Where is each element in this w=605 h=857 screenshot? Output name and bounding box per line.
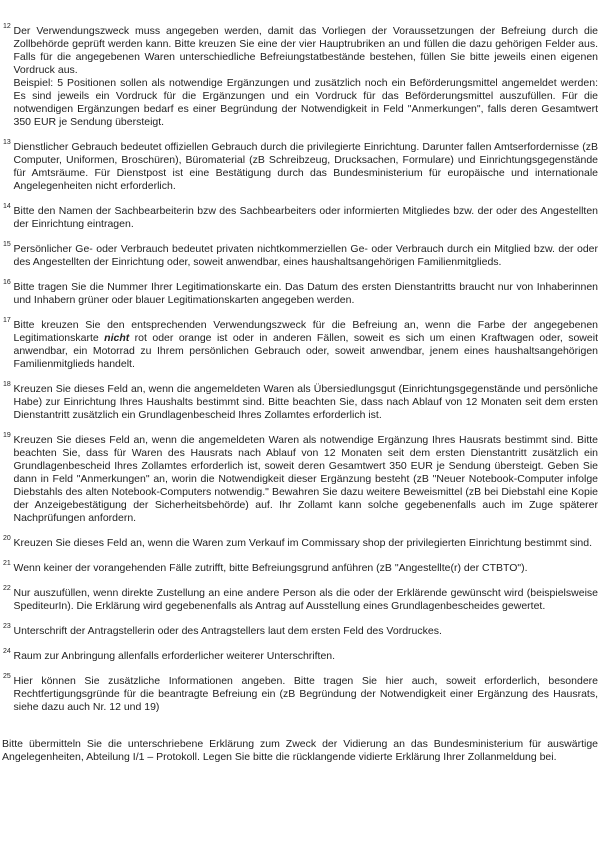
footnote-number: 24: [3, 648, 11, 655]
footnote-paragraph: Beispiel: 5 Positionen sollen als notwendige Ergänzungen und zusätzlich noch ein Beförderungsmittel angemeldet werden: Es sind jeweils ein Vordruck für die Ergänzungen und ein Vordruck für das Beförderungsmittel auszufüllen. Für die notwendigen Ergänzungen bedarf es einer Begründung der Notwendigkeit in Feld "Anmerkungen", falls deren Gesamtwert 350 EUR je Sendung übersteigt.: [13, 77, 598, 128]
footnote-text: Kreuzen Sie dieses Feld an, wenn die Waren zum Verkauf im Commissary shop der privilegierten Einrichtung bestimmt sind.: [13, 537, 593, 549]
footnote-14: [2, 205, 598, 231]
footnote-number: 16: [3, 279, 11, 286]
footnote-25: [2, 675, 598, 714]
footnote-number: 22: [3, 585, 11, 592]
footnote-number: 15: [3, 241, 11, 248]
footnote-text: Kreuzen Sie dieses Feld an, wenn die angemeldeten Waren als Übersiedlungsgut (Einrichtungsgegenstände und persönliche Habe) zur Einrichtung Ihres Haushalts bestimmt sind. Bitte beachten Sie, dass nach Ablauf von 12 Monaten seit dem ersten Dienstantritt zusätzlich ein Grundlagenbescheid Ihres Zollamtes erforderlich ist.: [13, 383, 598, 421]
footnote-number: 18: [3, 381, 11, 388]
footnote-text: Bitte den Namen der Sachbearbeiterin bzw des Sachbearbeiters oder informierten Mitgliedes bzw. der oder des Angestellten der Einrichtung eintragen.: [13, 205, 598, 230]
footnote-text: Hier können Sie zusätzliche Informationen angeben. Bitte tragen Sie hier auch, soweit erforderlich, besondere Rechtfertigungsgründe für die beantragte Befreiung ein (zB Begründung der Notwendigkeit einer Ergänzung des Hausrats, siehe dazu auch Nr. 12 und 19): [13, 675, 598, 713]
footnote-paragraph: Der Verwendungszweck muss angegeben werden, damit das Vorliegen der Voraussetzungen der Befreiung durch die Zollbehörde geprüft werden kann. Bitte kreuzen Sie eine der vier Hauptrubriken an und füllen die dazu gehörigen Felder aus. Falls für die angegebenen Waren unterschiedliche Befreiungstatbestände bestehen, füllen Sie bitte jeweils einen eigenen Vordruck aus.: [13, 25, 598, 76]
footnote-18: [2, 383, 598, 422]
footnote-17: [2, 319, 598, 371]
footnote-text: Raum zur Anbringung allenfalls erforderlicher weiterer Unterschriften.: [13, 650, 336, 662]
footnote-text: Wenn keiner der vorangehenden Fälle zutrifft, bitte Befreiungsgrund anführen (zB "Angestellte(r) der CTBTO").: [13, 562, 528, 574]
footnote-text: Nur auszufüllen, wenn direkte Zustellung an eine andere Person als die oder der Erklärende gewünscht wird (beispielsweise SpediteurIn). Die Erklärung wird gegebenenfalls als Antrag auf Ausstellung eines Grundlagenbescheides gewertet.: [13, 587, 598, 612]
footnote-number: 17: [3, 317, 11, 324]
footnote-text: [14, 25, 599, 129]
footnote-text: Bitte tragen Sie die Nummer Ihrer Legitimationskarte ein. Das Datum des ersten Dienstantritts braucht nur von Inhaberinnen und Inhabern grüner oder blauer Legitimationskarten angegeben werden.: [13, 281, 598, 306]
footnote-text-segment: Bitte kreuzen Sie den entsprechenden Verwendungszweck für die Befreiung an, wenn die Farbe der angegebenen Legitimationskarte: [13, 319, 598, 344]
footnote-text: Kreuzen Sie dieses Feld an, wenn die angemeldeten Waren als notwendige Ergänzung Ihres Hausrats bestimmt sind. Bitte beachten Sie, dass für Waren des Hausrats nach Ablauf von 12 Monaten seit dem ersten Dienstantritt zusätzlich ein Grundlagenbescheid Ihres Zollamtes erforderlich ist, soweit deren Gesamtwert 350 EUR je Sendung übersteigt. Geben Sie dann in Feld "Anmerkungen" an, worin die Notwendigkeit dieser Ergänzung besteht (zB "Neuer Notebook-Computer infolge Diebstahls des alten Notebook-Computers notwendig." Bewahren Sie dazu weitere Beweismittel (zB bei Diebstahl eine Kopie der Anzeigebestätigung der Sicherheitsbehörde) auf. Ihr Zollamt kann solche gegebenenfalls auch im Zuge späterer Nachprüfungen anfordern.: [13, 434, 598, 524]
footnote-24: [2, 650, 598, 663]
footnote-number: 19: [3, 432, 11, 439]
footnote-text: Unterschrift der Antragstellerin oder des Antragstellers laut dem ersten Feld des Vordruckes.: [13, 625, 442, 637]
footnote-19: [2, 434, 598, 525]
emphasized-word: nicht: [104, 332, 130, 344]
footnote-number: 13: [3, 139, 11, 146]
footnote-12: [2, 25, 598, 129]
footnote-15: [2, 243, 598, 269]
footnote-text: Dienstlicher Gebrauch bedeutet offiziellen Gebrauch durch die privilegierte Einrichtung. Darunter fallen Amtserfordernisse (zB Computer, Uniformen, Broschüren), Büromaterial (zB Schreibzeug, Drucksachen, Formulare) und Einrichtungsgegenstände für Amtsräume. Für Dienstpost ist eine Bestätigung durch das Bundesministerium für europäische und internationale Angelegenheiten nicht erforderlich.: [13, 141, 598, 192]
footnote-number: 12: [3, 23, 11, 30]
footnote-number: 14: [3, 203, 11, 210]
footnote-22: [2, 587, 598, 613]
footnote-number: 20: [3, 535, 11, 542]
footnote-23: [2, 625, 598, 638]
footnote-16: [2, 281, 598, 307]
footnote-20: [2, 537, 598, 550]
footnote-number: 25: [3, 673, 11, 680]
footnote-text: [14, 319, 599, 371]
footnote-13: [2, 141, 598, 193]
closing-paragraph: Bitte übermitteln Sie die unterschriebene Erklärung zum Zweck der Vidierung an das Bundesministerium für auswärtige Angelegenheiten, Abteilung I/1 – Protokoll. Legen Sie bitte die rücklangende vidierte Erklärung Ihrer Zollanmeldung bei.: [2, 738, 598, 763]
footnote-number: 23: [3, 623, 11, 630]
footnote-21: [2, 562, 598, 575]
footnote-number: 21: [3, 560, 11, 567]
footnote-text: Persönlicher Ge- oder Verbrauch bedeutet privaten nichtkommerziellen Ge- oder Verbrauch durch ein Mitglied bzw. der oder des Angestellten der Einrichtung oder, soweit anwendbar, eines haushaltsangehörigen Familienmitglieds.: [13, 243, 598, 268]
footnote-text-segment: rot oder orange ist oder in anderen Fällen, soweit es sich um einen Kraftwagen oder, soweit anwendbar, ein Motorrad zu Ihrem persönlichen Gebrauch oder, soweit anwendbar, jenem eines haushaltsangehörigen Familienmitglieds handelt.: [13, 332, 598, 370]
